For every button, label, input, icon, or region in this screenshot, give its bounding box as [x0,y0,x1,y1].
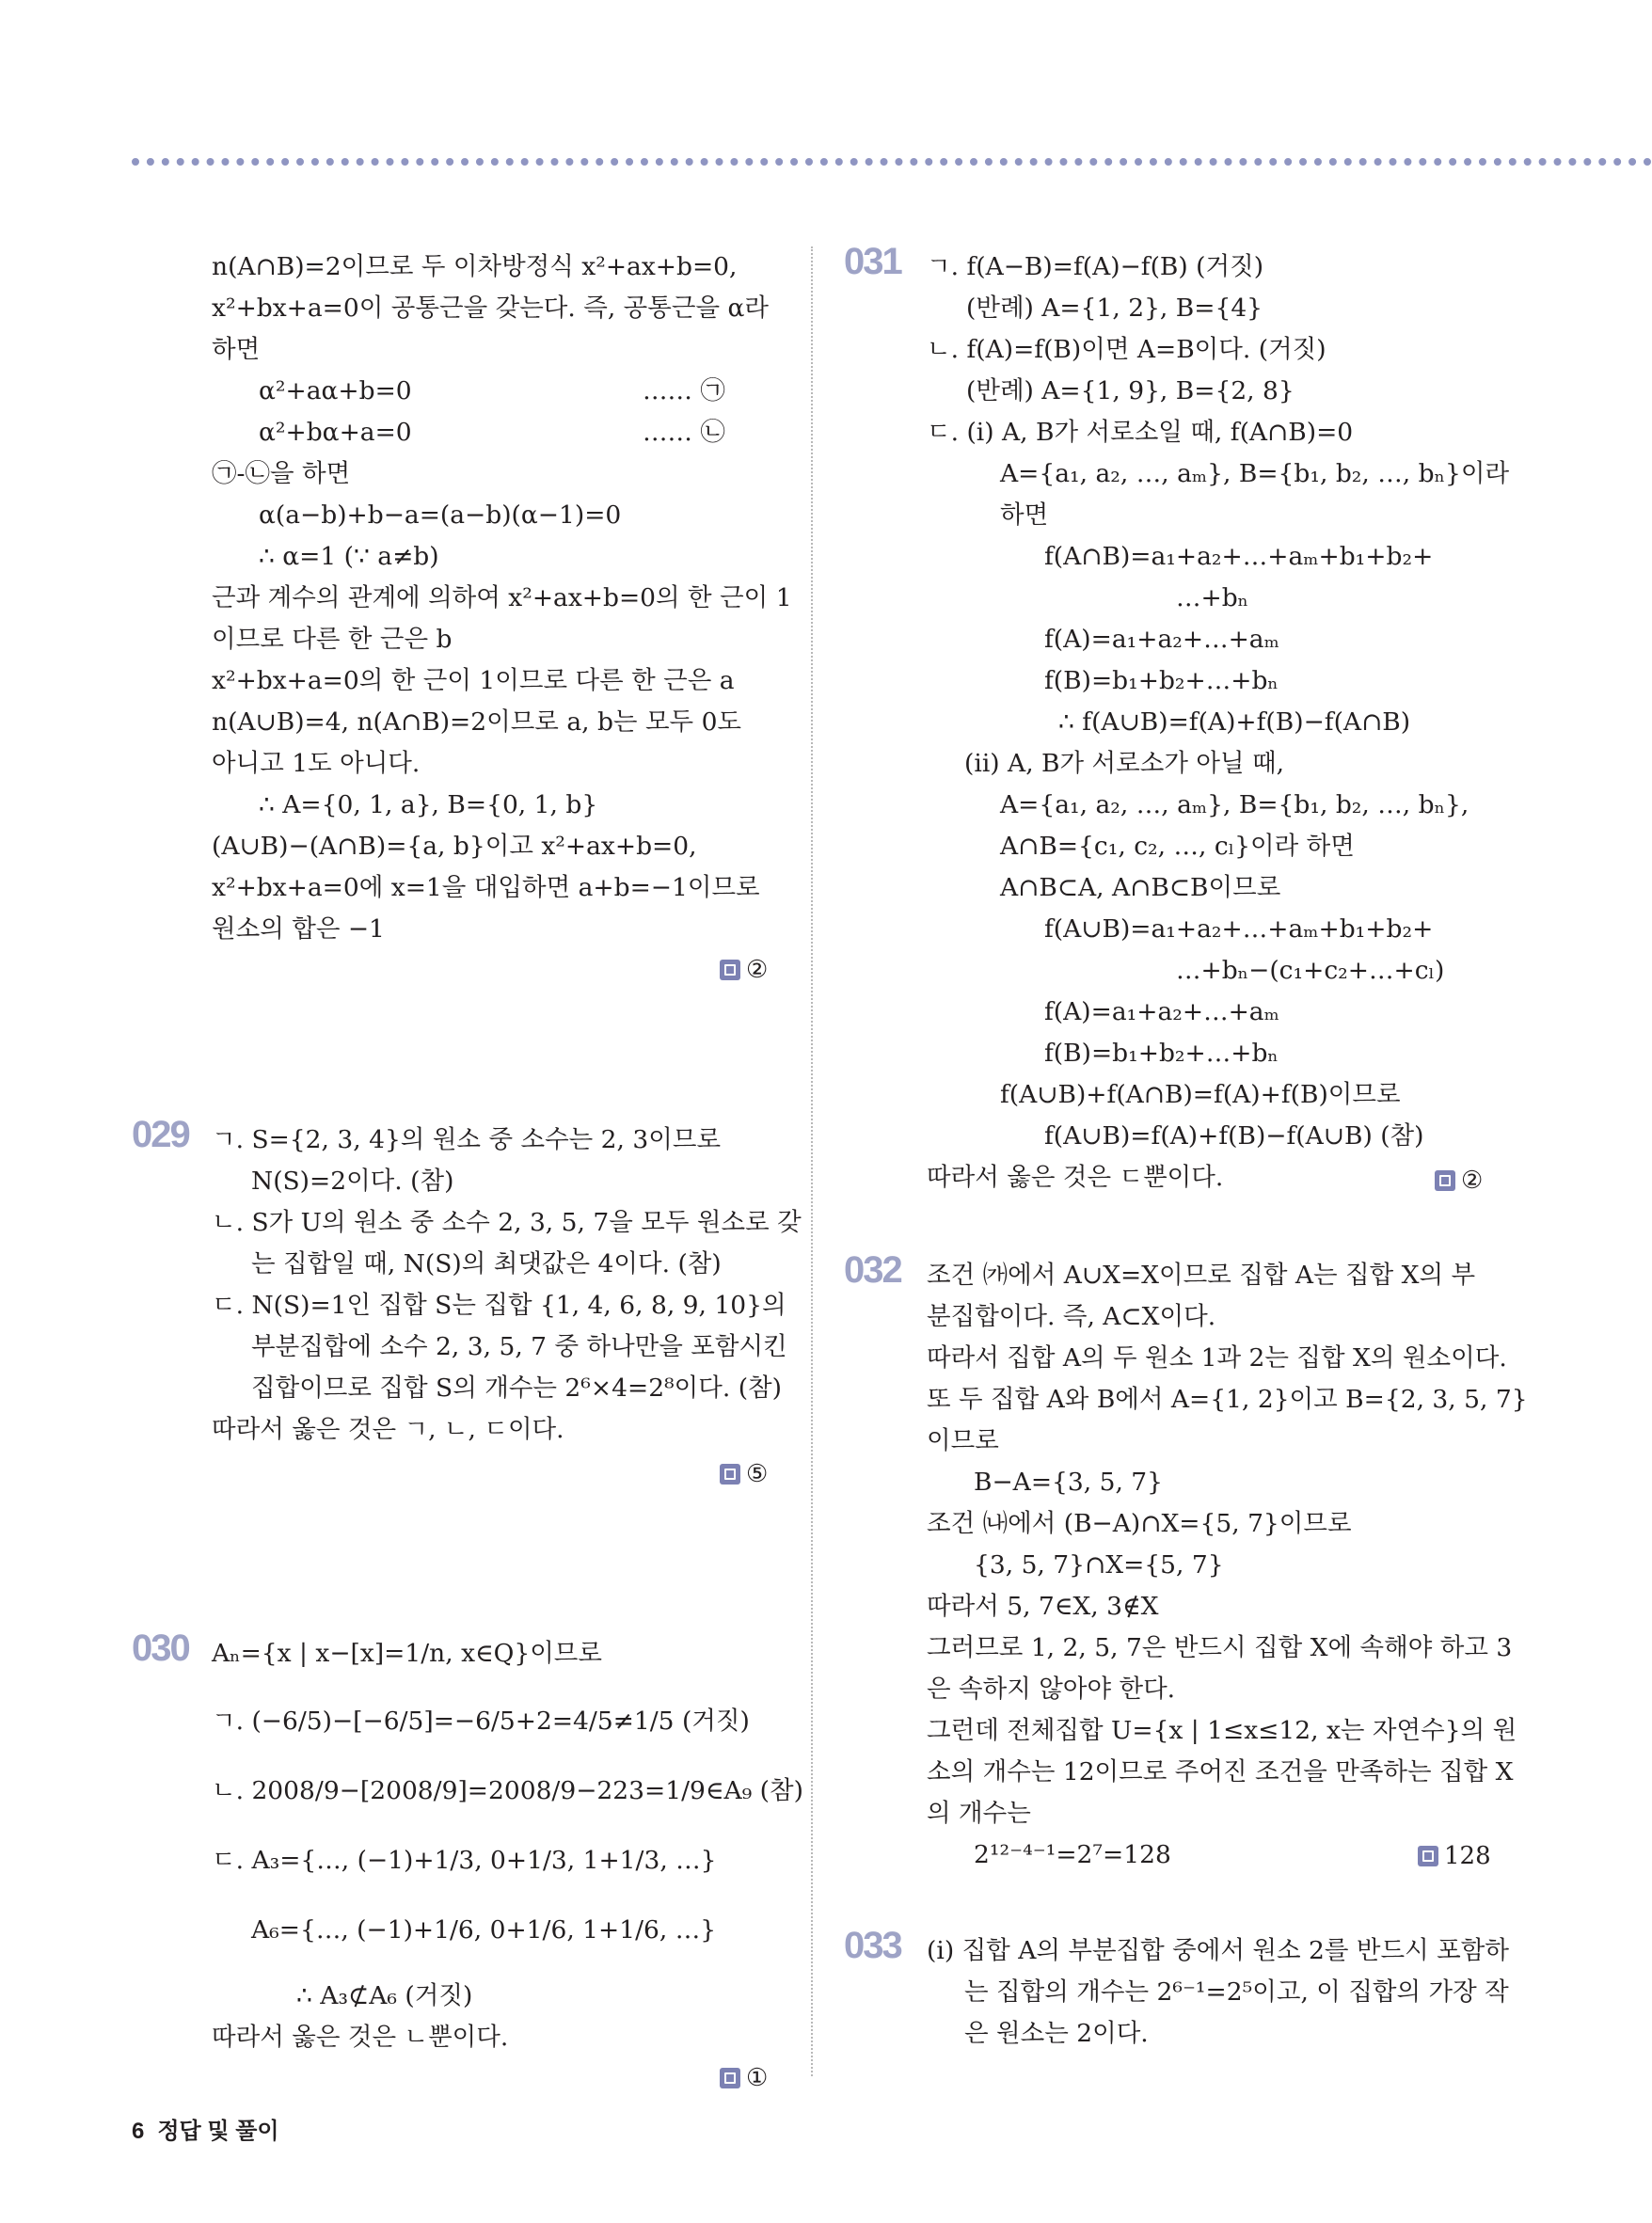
solution-line: n(A∩B)=2이므로 두 이차방정식 x²+ax+b=0, [212,252,738,281]
solution-line: 따라서 옳은 것은 ㄷ뿐이다. [927,1163,1224,1192]
solution-line: 부분집합에 소수 2, 3, 5, 7 중 하나만을 포함시킨 [251,1332,787,1361]
solution-line: 따라서 집합 A의 두 원소 1과 2는 집합 X의 원소이다. [927,1343,1507,1373]
solution-line: Aₙ={x | x−[x]=1/n, x∈Q}이므로 [212,1639,603,1668]
solution-line: A={a₁, a₂, …, aₘ}, B={b₁, b₂, …, bₙ}이라 [1000,459,1510,488]
answer-icon [1418,1846,1438,1866]
answer-icon [720,2068,740,2088]
solution-line: A={a₁, a₂, …, aₘ}, B={b₁, b₂, …, bₙ}, [1000,790,1469,819]
column-divider [811,246,813,2076]
answer-029 [720,1460,768,1488]
answer-value: ⑤ [746,1460,769,1488]
answer-icon [720,1464,740,1485]
solution-line: 은 속하지 않아야 한다. [927,1675,1176,1704]
solution-line: 그런데 전체집합 U={x | 1≤x≤12, x는 자연수}의 원 [927,1716,1517,1745]
solution-line: A₆={…, (−1)+1/6, 0+1/6, 1+1/6, …} [251,1915,717,1945]
problem-number: 029 [132,1114,189,1155]
solution-line: 하면 [212,335,261,364]
solution-line: 그러므로 1, 2, 5, 7은 반드시 집합 X에 속해야 하고 3 [927,1633,1513,1662]
answer-icon [720,960,740,980]
solution-line: 따라서 옳은 것은 ㄱ, ㄴ, ㄷ이다. [212,1415,564,1444]
solution-line: (반례) A={1, 9}, B={2, 8} [966,376,1295,405]
equation-line: …+bₙ−(c₁+c₂+…+cₗ) [1176,956,1445,985]
equation-mark: …… ㉡ [643,418,725,447]
answer-value: ② [746,956,769,984]
equation-line: f(B)=b₁+b₂+…+bₙ [1044,1039,1279,1068]
equation-line: α²+bα+a=0 [259,418,412,447]
equation-line: f(A∪B)=a₁+a₂+…+aₘ+b₁+b₂+ [1044,914,1434,944]
solution-line: 조건 ㈏에서 (B−A)∩X={5, 7}이므로 [927,1509,1352,1538]
solution-line: ㄷ. N(S)=1인 집합 S는 집합 {1, 4, 6, 8, 9, 10}의 [212,1291,786,1320]
solution-line: 은 원소는 2이다. [964,2019,1149,2048]
page-number: 6 [132,2119,145,2144]
equation-mark: …… ㉠ [643,376,725,405]
equation-line: f(A)=a₁+a₂+…+aₘ [1044,997,1279,1026]
solution-line: f(A∪B)+f(A∩B)=f(A)+f(B)이므로 [1000,1080,1401,1109]
solution-line: ㄷ. A₃={…, (−1)+1/3, 0+1/3, 1+1/3, …} [212,1846,717,1875]
solution-line: 하면 [1000,500,1049,530]
equation-line: α²+aα+b=0 [259,376,412,405]
equation-line: ∴ α=1 (∵ a≠b) [259,542,439,571]
equation-line: f(A∪B)=f(A)+f(B)−f(A∪B) (참) [1044,1121,1424,1151]
solution-line: 따라서 5, 7∈X, 3∉X [927,1592,1159,1621]
equation-line: 2¹²⁻⁴⁻¹=2⁷=128 [974,1840,1171,1869]
solution-line: ㄴ. S가 U의 원소 중 소수 2, 3, 5, 7을 모두 원소로 갖 [212,1208,802,1237]
answer-icon [1435,1170,1455,1191]
equation-line: ∴ A={0, 1, a}, B={0, 1, b} [259,790,598,819]
equation-line: α(a−b)+b−a=(a−b)(α−1)=0 [259,500,622,530]
equation-line: B−A={3, 5, 7} [974,1468,1164,1497]
solution-line: 따라서 옳은 것은 ㄴ뿐이다. [212,2023,509,2052]
problem-number: 030 [132,1628,189,1669]
problem-number: 031 [844,241,901,282]
solution-line: 이므로 다른 한 근은 b [212,625,453,654]
solution-line: x²+bx+a=0에 x=1을 대입하면 a+b=−1이므로 [212,873,760,902]
answer-031 [1435,1167,1483,1195]
solution-line: ㉠-㉡을 하면 [212,459,351,488]
solution-line: 아니고 1도 아니다. [212,749,421,778]
solution-line: 는 집합일 때, N(S)의 최댓값은 4이다. (참) [251,1249,722,1278]
solution-line: N(S)=2이다. (참) [251,1167,454,1196]
solution-line: x²+bx+a=0이 공통근을 갖는다. 즉, 공통근을 α라 [212,294,769,323]
solution-line: 는 집합의 개수는 2⁶⁻¹=2⁵이고, 이 집합의 가장 작 [964,1977,1509,2007]
solution-line: 의 개수는 [927,1799,1031,1828]
solution-line: (i) 집합 A의 부분집합 중에서 원소 2를 반드시 포함하 [927,1936,1509,1965]
solution-line: ㄴ. 2008/9−[2008/9]=2008/9−223=1/9∈A₉ (참) [212,1776,803,1805]
solution-line: 분집합이다. 즉, A⊂X이다. [927,1302,1216,1331]
solution-line: 원소의 합은 −1 [212,914,385,944]
solution-line: (반례) A={1, 2}, B={4} [966,294,1263,323]
solution-line: ㄱ. S={2, 3, 4}의 원소 중 소수는 2, 3이므로 [212,1125,722,1154]
solution-line: 이므로 [927,1426,999,1455]
equation-line: ∴ f(A∪B)=f(A)+f(B)−f(A∩B) [1058,707,1411,737]
answer-value: 128 [1444,1842,1491,1870]
solution-line: A∩B⊂A, A∩B⊂B이므로 [1000,873,1281,902]
solution-line: (A∪B)−(A∩B)={a, b}이고 x²+ax+b=0, [212,832,697,861]
solution-line: 조건 ㈎에서 A∪X=X이므로 집합 A는 집합 X의 부 [927,1261,1476,1290]
equation-line: {3, 5, 7}∩X={5, 7} [974,1550,1224,1580]
section-label: 정답 및 풀이 [157,2119,279,2144]
equation-line: f(A)=a₁+a₂+…+aₘ [1044,625,1279,654]
solution-line: n(A∪B)=4, n(A∩B)=2이므로 a, b는 모두 0도 [212,707,742,737]
solution-line: ㄱ. f(A−B)=f(A)−f(B) (거짓) [927,252,1264,281]
answer-032 [1418,1842,1491,1870]
problem-number: 032 [844,1249,901,1291]
solution-line: ㄴ. f(A)=f(B)이면 A=B이다. (거짓) [927,335,1326,364]
equation-line: …+bₙ [1176,583,1249,612]
problem-number: 033 [844,1925,901,1966]
equation-line: ∴ A₃⊄A₆ (거짓) [296,1981,473,2010]
solution-line: A∩B={c₁, c₂, …, cₗ}이라 하면 [1000,832,1355,861]
solution-line: x²+bx+a=0의 한 근이 1이므로 다른 한 근은 a [212,666,735,695]
solution-line: ㄷ. (i) A, B가 서로소일 때, f(A∩B)=0 [927,418,1354,447]
solution-line: 또 두 집합 A와 B에서 A={1, 2}이고 B={2, 3, 5, 7} [927,1385,1528,1414]
solution-line: 소의 개수는 12이므로 주어진 조건을 만족하는 집합 X [927,1757,1514,1786]
solution-line: (ii) A, B가 서로소가 아닐 때, [964,749,1284,778]
answer-value: ① [746,2064,769,2092]
answer-value: ② [1461,1167,1484,1195]
equation-line: f(B)=b₁+b₂+…+bₙ [1044,666,1279,695]
answer-030 [720,2064,768,2092]
solution-line: 집합이므로 집합 S의 개수는 2⁶×4=2⁸이다. (참) [251,1373,782,1403]
solution-line: ㄱ. (−6/5)−[−6/5]=−6/5+2=4/5≠1/5 (거짓) [212,1707,750,1736]
equation-line: f(A∩B)=a₁+a₂+…+aₘ+b₁+b₂+ [1044,542,1434,571]
page-footer [132,2112,279,2145]
answer-028 [720,956,768,984]
top-dotted-rule [132,158,1652,166]
solution-line: 근과 계수의 관계에 의하여 x²+ax+b=0의 한 근이 1 [212,583,792,612]
